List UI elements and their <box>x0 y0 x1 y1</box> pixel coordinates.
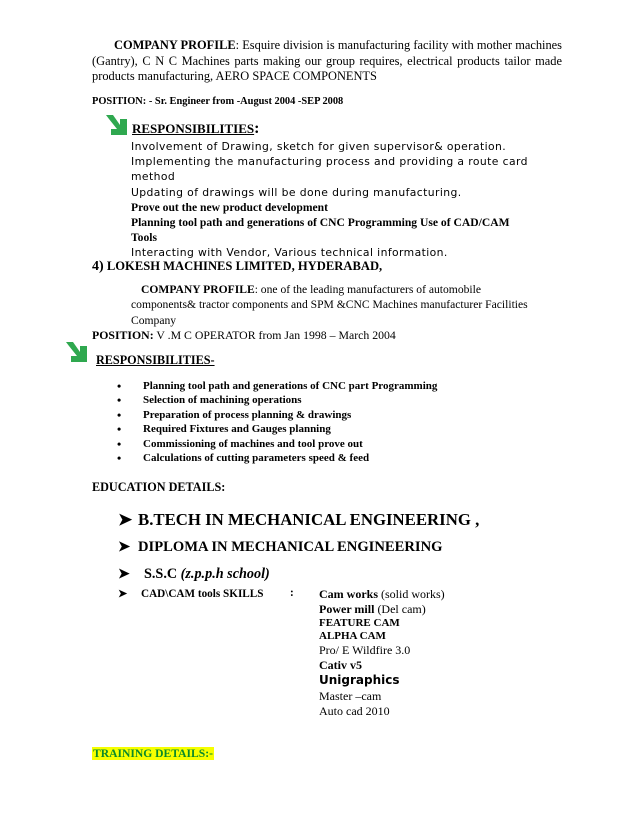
arrowhead-checkmark-icon: ➤ <box>118 588 128 600</box>
training-heading: TRAINING DETAILS:- <box>93 747 213 760</box>
ssc-school: (z.p.p.h school) <box>180 566 270 582</box>
position-2-label: POSITION: <box>92 328 154 342</box>
education-item <box>118 538 442 556</box>
list-item: • Preparation of process planning & drawings <box>117 408 557 422</box>
company-2-profile-text: : one of the leading manufacturers of automobile components& tractor components and SPM &CNC Machines manufacturer Facilities Company <box>131 283 528 327</box>
skill-detail: (solid works) <box>378 587 445 601</box>
company-2-number: 4) <box>92 259 104 274</box>
company-profile-text: : Esquire division is manufacturing facility with mother machines (Gantry), C N C Machines parts making our group requires, electrical products tailor made products manufacturing, AERO SPACE COMPONENTS <box>92 38 562 84</box>
list-item: • Calculations of cutting parameters speed & feed <box>117 451 557 465</box>
skills-list <box>319 587 559 719</box>
green-down-right-arrow-icon <box>63 340 89 364</box>
skills-colon: : <box>290 587 294 599</box>
skill-item: ALPHA CAM <box>319 630 386 643</box>
responsibilities-colon: : <box>254 120 260 137</box>
skill-item <box>319 602 559 617</box>
skill-item: Cativ v5 <box>319 658 362 673</box>
arrowhead-checkmark-icon: ➤ <box>118 510 133 529</box>
skill-item: FEATURE CAM <box>319 617 400 630</box>
skill-item <box>319 587 559 602</box>
responsibility-line: Involvement of Drawing, sketch for given supervisor& operation. <box>131 140 507 153</box>
responsibilities-list-2 <box>117 379 557 465</box>
responsibility-line: Planning tool path and generations of CNC Programming Use of CAD/CAM <box>131 216 510 230</box>
list-item: • Commissioning of machines and tool prove out <box>117 437 557 451</box>
responsibilities-heading-2: RESPONSIBILITIES- <box>96 353 215 367</box>
skill-item: Master –cam <box>319 688 382 703</box>
education-item-text: DIPLOMA IN MECHANICAL ENGINEERING <box>138 539 443 555</box>
skill-name: Power mill <box>319 602 375 617</box>
responsibilities-list-1 <box>131 139 551 261</box>
responsibility-line: Interacting with Vendor, Various technical information. <box>131 246 448 260</box>
responsibility-line: Updating of drawings will be done during manufacturing. <box>131 185 462 199</box>
skills-label: CAD\CAM tools SKILLS <box>141 588 264 600</box>
skill-item: Pro/ E Wildfire 3.0 <box>319 643 411 657</box>
responsibilities-heading-text: RESPONSIBILITIES <box>132 121 255 136</box>
responsibility-line: Tools <box>131 231 157 245</box>
skill-item: Unigraphics <box>319 673 400 688</box>
responsibility-line: method <box>131 170 176 184</box>
skill-detail: (Del cam) <box>374 602 426 617</box>
green-down-right-arrow-icon <box>103 113 129 137</box>
list-item: • Selection of machining operations <box>117 393 557 407</box>
company-profile-label: COMPANY PROFILE <box>114 38 236 52</box>
company-2-profile-label: COMPANY PROFILE <box>141 283 255 296</box>
arrowhead-checkmark-icon: ➤ <box>118 566 130 582</box>
skills-row-label <box>118 587 263 600</box>
list-item: • Required Fixtures and Gauges planning <box>117 422 557 436</box>
education-heading: EDUCATION DETAILS: <box>92 480 226 494</box>
education-item <box>118 509 479 530</box>
skill-name: Cam works <box>319 587 378 601</box>
company-2-heading <box>92 259 382 275</box>
responsibilities-heading-1 <box>132 120 259 138</box>
ssc-label: S.S.C <box>144 566 181 582</box>
position-2-text: V .M C OPERATOR from Jan 1998 – March 2004 <box>153 328 396 342</box>
responsibility-line: Prove out the new product development <box>131 200 328 214</box>
education-item <box>118 566 270 583</box>
position-line-2 <box>92 328 396 343</box>
education-item-text: B.TECH IN MECHANICAL ENGINEERING , <box>138 510 480 529</box>
position-line-1: POSITION: - Sr. Engineer from -August 2004 -SEP 2008 <box>92 96 344 107</box>
list-item: • Planning tool path and generations of CNC part Programming <box>117 379 557 393</box>
skill-item: Auto cad 2010 <box>319 703 390 718</box>
company-profile-paragraph <box>92 38 562 85</box>
company-2-name: LOKESH MACHINES LIMITED, HYDERABAD, <box>106 259 383 273</box>
company-2-profile <box>131 282 539 328</box>
responsibility-line: Implementing the manufacturing process and providing a route card <box>131 155 528 169</box>
arrowhead-checkmark-icon: ➤ <box>118 539 131 555</box>
